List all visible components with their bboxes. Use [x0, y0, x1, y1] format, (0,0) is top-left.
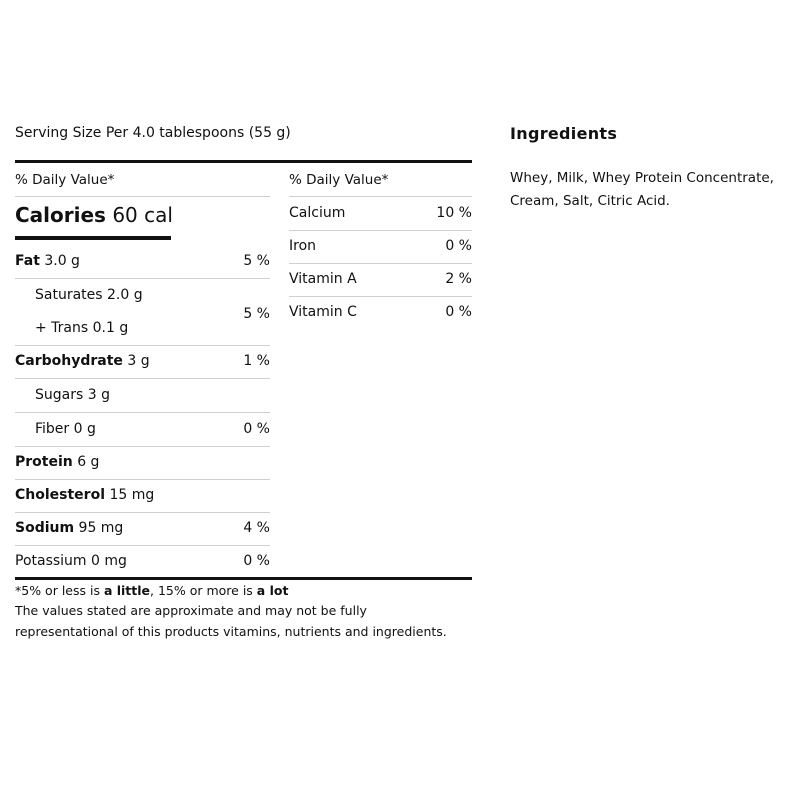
row-divider — [15, 378, 270, 379]
nutrient-amount: 2.0 g — [107, 287, 143, 303]
nutrient-name: Carbohydrate — [15, 353, 123, 369]
row-divider — [15, 512, 270, 513]
ingredients-text: Whey, Milk, Whey Protein Concentrate, Cream, Salt, Citric Acid. — [510, 170, 774, 209]
nutrient-name: + Trans — [35, 320, 89, 336]
row-divider — [15, 446, 270, 447]
calories-value: 60 cal — [112, 203, 173, 227]
nutrient-name: Cholesterol — [15, 487, 105, 503]
row-divider — [15, 479, 270, 480]
footnote-thresholds — [15, 583, 288, 598]
nutrient-amount: 3 g — [127, 353, 150, 369]
serving-size: Serving Size Per 4.0 tablespoons (55 g) — [15, 125, 291, 141]
nutrient-protein — [15, 454, 99, 470]
row-divider — [15, 345, 270, 346]
nutrient-name: Potassium — [15, 553, 87, 569]
nutrient-saturates — [35, 287, 143, 303]
nutrient-fiber-pct: 0 % — [243, 421, 270, 437]
top-rule — [15, 160, 472, 163]
row-divider — [289, 230, 472, 231]
nutrient-potassium-pct: 0 % — [243, 553, 270, 569]
calories — [15, 203, 173, 227]
nutrient-amount: 0.1 g — [92, 320, 129, 336]
mineral-calcium-pct: 10 % — [436, 205, 472, 221]
nutrient-name: Sugars — [35, 387, 84, 403]
nutrient-name: Fat — [15, 253, 40, 269]
footnote-disclaimer-line-2: representational of this products vitamins, nutrients and ingredients. — [15, 624, 447, 639]
nutrient-name: Fiber — [35, 421, 70, 437]
daily-value-header-right: % Daily Value* — [289, 172, 389, 188]
row-divider — [15, 545, 270, 546]
mineral-calcium: Calcium — [289, 205, 346, 221]
footnote-lot: a lot — [256, 583, 289, 598]
daily-value-header-left: % Daily Value* — [15, 172, 115, 188]
nutrient-sodium-pct: 4 % — [243, 520, 270, 536]
nutrient-cholesterol — [15, 487, 154, 503]
row-divider — [289, 296, 472, 297]
bottom-rule — [15, 577, 472, 580]
calories-label: Calories — [15, 203, 106, 227]
footnote-little: a little — [103, 583, 151, 598]
footnote-prefix: *5% or less is — [15, 583, 104, 598]
nutrient-fat — [15, 253, 80, 269]
nutrient-amount: 0 mg — [91, 553, 127, 569]
vitamin-c: Vitamin C — [289, 304, 357, 320]
nutrient-saturates-trans-pct: 5 % — [243, 306, 270, 322]
nutrient-carbohydrate — [15, 353, 150, 369]
nutrient-trans — [35, 320, 128, 336]
footnote-disclaimer-line-1: The values stated are approximate and may not be fully — [15, 603, 367, 618]
vitamin-a: Vitamin A — [289, 271, 357, 287]
nutrient-fat-pct: 5 % — [243, 253, 270, 269]
vitamin-a-pct: 2 % — [445, 271, 472, 287]
mineral-iron-pct: 0 % — [445, 238, 472, 254]
nutrient-amount: 3 g — [87, 387, 110, 403]
row-divider — [15, 412, 270, 413]
nutrient-amount: 6 g — [77, 454, 100, 470]
footnote-middle: , 15% or more is — [150, 583, 257, 598]
nutrient-amount: 0 g — [73, 421, 96, 437]
vitamin-c-pct: 0 % — [445, 304, 472, 320]
calories-underline — [15, 236, 171, 240]
nutrient-amount: 3.0 g — [44, 253, 80, 269]
nutrient-name: Saturates — [35, 287, 103, 303]
mineral-iron: Iron — [289, 238, 317, 254]
row-divider — [15, 278, 270, 279]
nutrient-sodium — [15, 520, 123, 536]
nutrient-sugars — [35, 387, 110, 403]
nutrient-amount: 95 mg — [78, 520, 124, 536]
nutrient-fiber — [35, 421, 96, 437]
nutrient-name: Protein — [15, 454, 73, 470]
ingredients-title: Ingredients — [510, 124, 618, 143]
header-divider-left — [15, 196, 270, 197]
nutrient-name: Sodium — [15, 520, 75, 536]
header-divider-right — [289, 196, 472, 197]
nutrient-carbohydrate-pct: 1 % — [243, 353, 270, 369]
nutrient-amount: 15 mg — [109, 487, 155, 503]
row-divider — [289, 263, 472, 264]
nutrient-potassium — [15, 553, 127, 569]
